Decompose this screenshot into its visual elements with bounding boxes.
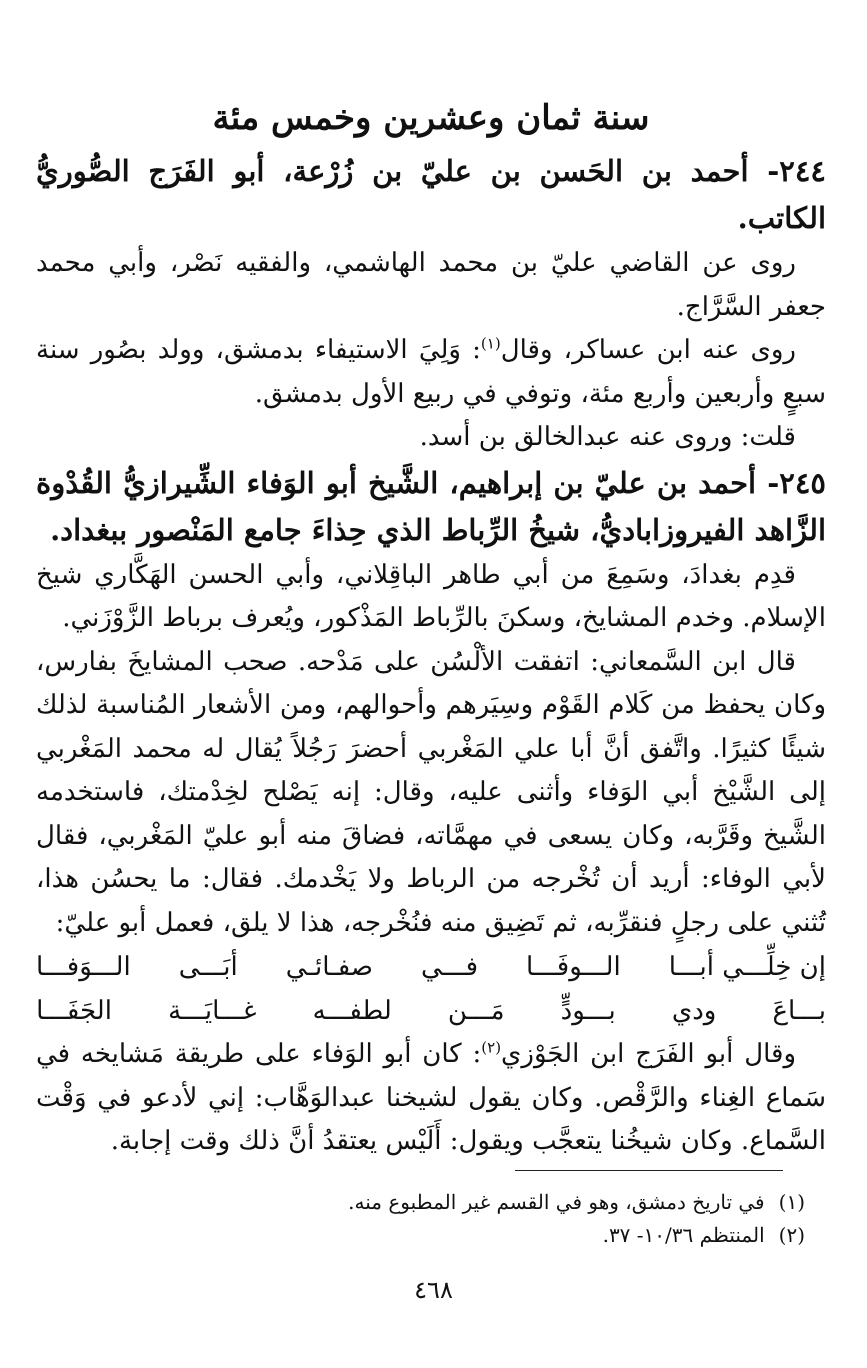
poem-word: الجَفَـــا: [36, 996, 112, 1026]
entry-244-para-1: روى عن القاضي عليّ بن محمد الهاشمي، والفقيه نَصْر، وأبي محمد جعفر السَّرَّاج.: [36, 248, 826, 322]
entry-245-para-1: قدِم بغدادَ، وسَمِعَ من أبي طاهر الباقِلاني، وأبي الحسن الهَكَّاري شيخ الإسلام. وخدم المشايخ، وسكنَ بالرِّباط المَذْكور، ويُعرف برباط الزَّوْزَني.: [36, 559, 826, 633]
footnote-text: في تاريخ دمشق، وهو في القسم غير المطبوع منه.: [348, 1190, 765, 1214]
poem-word: ودي: [671, 996, 717, 1026]
entry-245-heading: ٢٤٥- أحمد بن عليّ بن إبراهيم، الشَّيخ أبو الوَفاء الشِّيرازيُّ القُدْوة الزَّاهد الفيروزاباديُّ، شيخُ الرِّباط الذي حِذاءَ جامع المَنْصور ببغداد.: [36, 465, 826, 547]
entry-245-para-2: قال ابن السَّمعاني: اتفقت الألْسُن على مَدْحه. صحب المشايخَ بفارس، وكان يحفظ من كَلام القَوْم وسِيَرهم وأحوالهم، ومن الأشعار المُناسبة لذلك شيئًا كثيرًا. واتَّفق أنَّ أبا علي المَغْربي أحضرَ رَجُلاً يُقال له محمد المَغْربي إلى الشَّيْخ أبي الوَفاء وأثنى عليه، وقال: إنه يَصْلح لخِدْمتك، فاستخدمه الشَّيخ وقَرَّبه، وكان يسعى في مهمَّاته، فضاقَ منه أبو عليّ المَغْربي، فقال لأبي الوفاء: أريد أن تُخْرجه من الرباط ولا يَخْدمك. فقال: ما يحسُن هذا، تُثني على رجلٍ فنقرِّبه، ثم تَضِيق منه فنُخْرجه، هذا لا يلق، فعمل أبو عليّ:: [36, 646, 826, 938]
entry-245-para-3-text-b: : كان أبو الوَفاء على طريقة مَشايخه في سَماع الغِناء والرَّقْص. وكان يقول لشيخنا عبدالوَهَّاب: إني لأدعو في وَقْت السَّماع. وكان شيخُنا يتعجَّب ويقول: أَلَيْس يعتقدُ أنَّ ذلك وقت إجابة.: [36, 1039, 826, 1156]
poem: [36, 945, 826, 1033]
entry-244-para-2: [36, 329, 826, 416]
page-number: ٤٦٨: [414, 1276, 453, 1304]
poem-word: غـــايَـــة: [168, 996, 257, 1026]
entry-245-para-3-text-a: وقال أبو الفَرَج ابن الجَوْزي: [501, 1039, 796, 1069]
entry-244-para-2-text-b: : وَلِيَ الاستيفاء بدمشق، وولد بصُور سنة سبعٍ وأربعين وأربع مئة، وتوفي في ربيع الأول بدمشق.: [36, 335, 826, 409]
poem-word: مَـــن: [447, 996, 505, 1026]
poem-word: إن خِلِّـــي أبـــا: [668, 952, 826, 982]
poem-word: لطفـــه: [312, 996, 392, 1026]
entry-244-para-2-text-a: روى عنه ابن عساكر، وقال: [500, 335, 796, 365]
poem-line-2: [36, 989, 826, 1033]
footnote-ref-2: (٢): [481, 1038, 502, 1057]
poem-word: فـــي: [421, 952, 478, 982]
footnote-divider: [515, 1170, 783, 1171]
poem-line-1: [36, 945, 826, 989]
footnote-number: (٢): [778, 1223, 805, 1247]
footnote-text: المنتظم ١٠/٣٦- ٣٧.: [602, 1223, 765, 1247]
footnote-1: [105, 1186, 805, 1219]
page-body: [36, 92, 826, 1164]
poem-word: الـــوفَـــا: [526, 952, 621, 982]
entry-244: [36, 148, 826, 460]
footnote-2: [105, 1219, 805, 1252]
footnote-ref-1: (١): [480, 334, 501, 353]
entry-245: [36, 460, 826, 1164]
poem-word: بـــودٍّ: [560, 996, 616, 1026]
entry-244-para-3: قلت: وروى عنه عبدالخالق بن أسد.: [419, 422, 796, 452]
poem-word: صفـائـي: [285, 952, 374, 982]
entry-245-para-3: [36, 1033, 826, 1164]
poem-word: أبَـــى: [178, 952, 238, 982]
year-heading: سنة ثمان وعشرين وخمس مئة: [212, 98, 650, 138]
footnotes: [105, 1186, 805, 1252]
poem-word: بـــاعَ: [772, 996, 826, 1026]
entry-244-heading: ٢٤٤- أحمد بن الحَسن بن عليّ بن زُرْعة، أبو الفَرَج الصُّوريُّ الكاتب.: [36, 154, 826, 235]
poem-word: الـــوَفـــا: [36, 952, 131, 982]
footnote-number: (١): [778, 1190, 805, 1214]
